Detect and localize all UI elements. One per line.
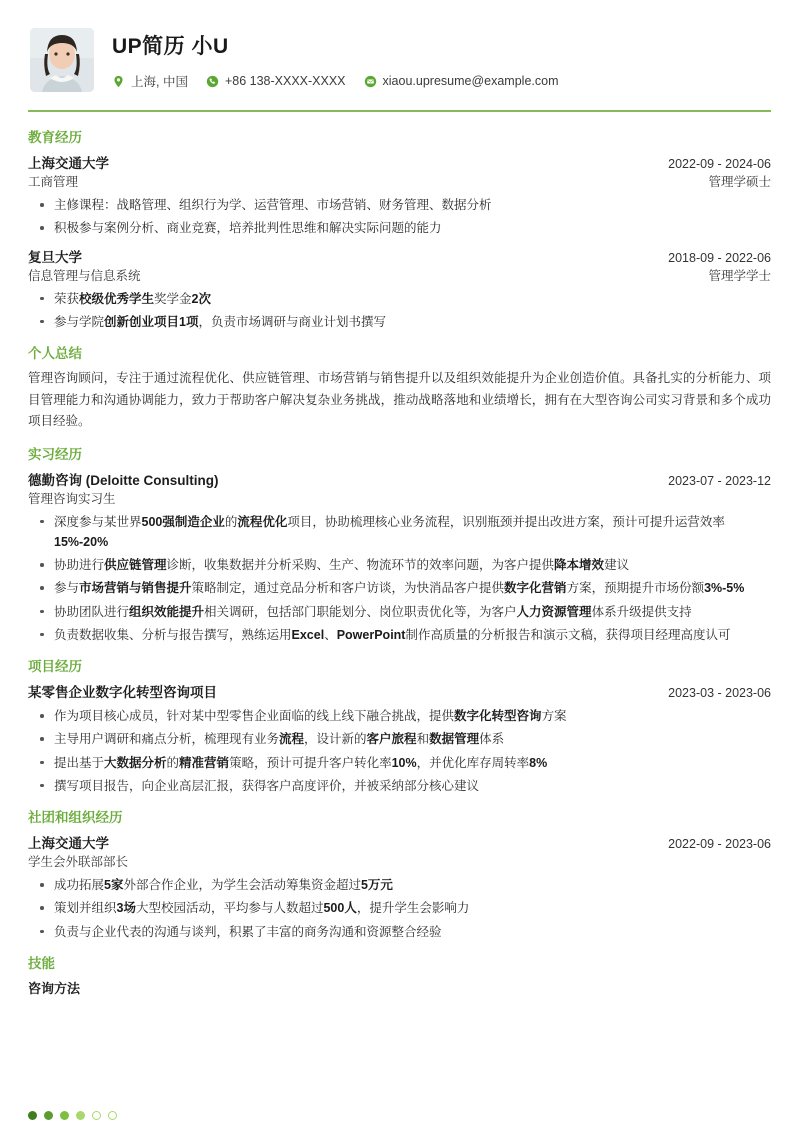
- dot-3: [60, 1111, 69, 1120]
- entry-bullets: [28, 706, 771, 796]
- education-entry-2: [28, 246, 771, 333]
- section-title: 个人总结: [28, 346, 82, 361]
- entry-sub: 信息管理与信息系统: [28, 268, 141, 283]
- project-entry-1: [28, 681, 771, 796]
- list-item: 成功拓展5家外部合作企业，为学生会活动筹集资金超过5万元: [28, 875, 771, 895]
- internship-entry-1: [28, 469, 771, 646]
- section-activities: [28, 806, 771, 942]
- list-item: 积极参与案例分析、商业竞赛，培养批判性思维和解决实际问题的能力: [28, 218, 771, 238]
- section-internship: [28, 443, 771, 646]
- resume-header: [28, 26, 771, 108]
- entry-degree: 管理学学士: [708, 268, 771, 283]
- entry-date: 2018-09 - 2022-06: [668, 250, 771, 265]
- entry-sub: 工商管理: [28, 175, 79, 189]
- entry-org: 德勤咨询 (Deloitte Consulting): [28, 472, 219, 488]
- entry-date: 2023-07 - 2023-12: [668, 473, 771, 488]
- section-title: 项目经历: [28, 659, 82, 674]
- skill-category: 咨询方法: [28, 980, 81, 996]
- entry-org: 上海交通大学: [28, 156, 109, 171]
- dot-4: [76, 1111, 85, 1120]
- section-education: [28, 126, 771, 332]
- entry-sub: 学生会外联部部长: [28, 855, 129, 869]
- activity-entry-1: [28, 832, 771, 942]
- list-item: 负责与企业代表的沟通与谈判，积累了丰富的商务沟通和资源整合经验: [28, 922, 771, 942]
- entry-bullets: [28, 195, 771, 239]
- phone-icon: [206, 75, 219, 88]
- list-item: 荣获校级优秀学生奖学金2次: [28, 289, 771, 309]
- dot-1: [28, 1111, 37, 1120]
- entry-org: 上海交通大学: [28, 836, 109, 851]
- list-item: 作为项目核心成员，针对某中型零售企业面临的线上线下融合挑战，提供数字化转型咨询方案: [28, 706, 771, 726]
- section-title: 实习经历: [28, 446, 82, 462]
- email-icon: [364, 75, 377, 88]
- list-item: 参与学院创新创业项目1项，负责市场调研与商业计划书撰写: [28, 312, 771, 332]
- section-skills: [28, 952, 771, 997]
- list-item: 主修课程：战略管理、组织行为学、运营管理、市场营销、财务管理、数据分析: [28, 195, 771, 215]
- contact-location-text: 上海, 中国: [131, 75, 188, 89]
- list-item: 提出基于大数据分析的精准营销策略，预计可提升客户转化率10%，并优化库存周转率8%: [28, 753, 771, 773]
- dot-2: [44, 1111, 53, 1120]
- page-title: UP简历 小U: [112, 35, 229, 58]
- entry-degree: 管理学硕士: [708, 175, 771, 189]
- page-indicator-dots: [28, 1111, 117, 1120]
- header-divider: [28, 110, 771, 112]
- list-item: 深度参与某世界500强制造企业的流程优化项目，协助梳理核心业务流程，识别瓶颈并提出改进方案，预计可提升运营效率15%-20%: [28, 512, 771, 553]
- entry-org: 某零售企业数字化转型咨询项目: [28, 685, 217, 700]
- section-title: 社团和组织经历: [28, 810, 123, 825]
- list-item: 撰写项目报告，向企业高层汇报，获得客户高度评价，并被采纳部分核心建议: [28, 776, 771, 796]
- entry-date: 2022-09 - 2023-06: [668, 837, 771, 851]
- entry-org: 复旦大学: [28, 249, 82, 265]
- list-item: 负责数据收集、分析与报告撰写，熟练运用Excel、PowerPoint制作高质量的分析报告和演示文稿，获得项目经理高度认可: [28, 625, 771, 645]
- entry-sub: 管理咨询实习生: [28, 491, 116, 506]
- contact-phone: [206, 74, 346, 88]
- section-title: 教育经历: [28, 130, 82, 145]
- list-item: 协助进行供应链管理诊断，收集数据并分析采购、生产、物流环节的效率问题，为客户提供降本增效建议: [28, 555, 771, 575]
- dot-6: [108, 1111, 117, 1120]
- entry-bullets: [28, 289, 771, 333]
- header-text: [112, 30, 771, 90]
- entry-date: 2023-03 - 2023-06: [668, 686, 771, 700]
- list-item: 协助团队进行组织效能提升相关调研，包括部门职能划分、岗位职责优化等，为客户人力资源管理体系升级提供支持: [28, 602, 771, 622]
- location-pin-icon: [112, 75, 125, 88]
- contact-email: [364, 74, 559, 88]
- contact-email-text: xiaou.upresume@example.com: [382, 74, 559, 88]
- list-item: 参与市场营销与销售提升策略制定，通过竞品分析和客户访谈，为快消品客户提供数字化营销方案，预期提升市场份额3%-5%: [28, 578, 771, 598]
- entry-bullets: [28, 512, 771, 646]
- summary-text: 管理咨询顾问，专注于通过流程优化、供应链管理、市场营销与销售提升以及组织效能提升为企业创造价值。具备扎实的分析能力、项目管理能力和沟通协调能力，致力于帮助客户解决复杂业务挑战，推动战略落地和业绩增长，拥有在大型咨询公司实习背景和多个成功项目经验。: [28, 371, 771, 428]
- entry-date: 2022-09 - 2024-06: [668, 157, 771, 171]
- contact-phone-text: +86 138-XXXX-XXXX: [224, 74, 346, 88]
- education-entry-1: [28, 152, 771, 239]
- section-summary: [28, 342, 771, 433]
- section-title: 技能: [28, 955, 55, 971]
- list-item: 主导用户调研和痛点分析，梳理现有业务流程，设计新的客户旅程和数据管理体系: [28, 729, 771, 749]
- entry-bullets: [28, 875, 771, 942]
- dot-5: [92, 1111, 101, 1120]
- list-item: 策划并组织3场大型校园活动，平均参与人数超过500人，提升学生会影响力: [28, 898, 771, 918]
- contact-list: [112, 72, 771, 90]
- avatar: [30, 28, 94, 92]
- contact-location: [112, 72, 188, 90]
- section-projects: [28, 655, 771, 796]
